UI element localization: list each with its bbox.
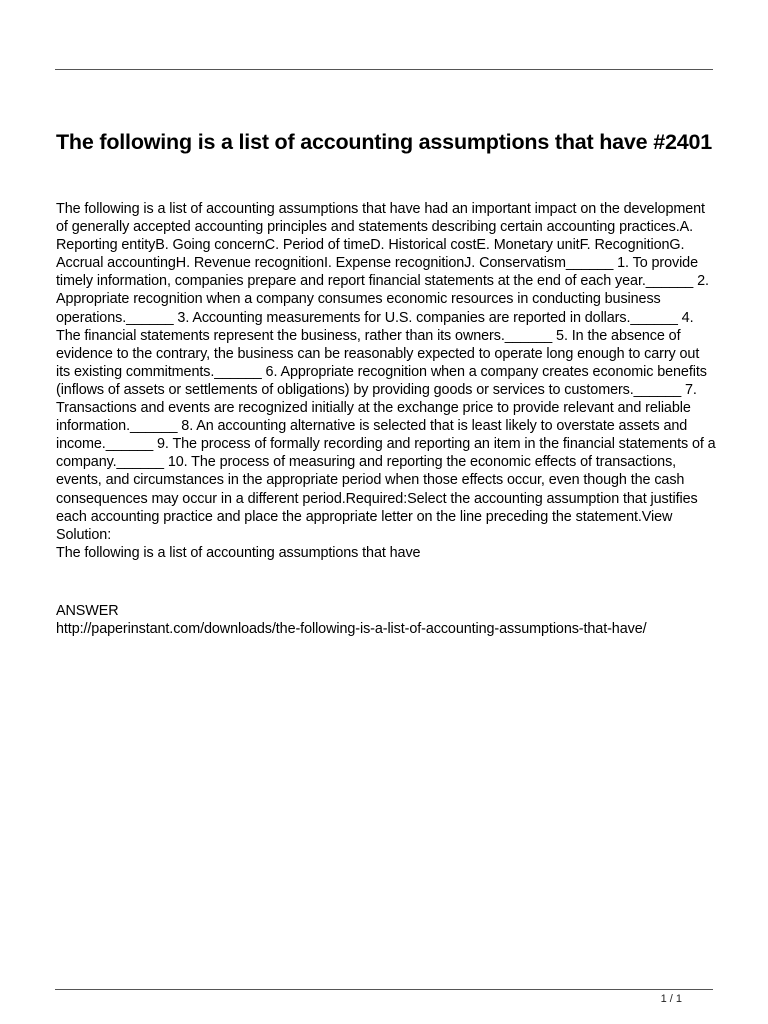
document-body [56,200,716,562]
top-divider [55,69,713,70]
answer-url-link[interactable]: http://paperinstant.com/downloads/the-following-is-a-list-of-accounting-assumptions-that-have/ [56,621,647,638]
body-paragraph: The following is a list of accounting assumptions that have had an important impact on the development of generally accepted accounting principles and statements describing certain accounting practices.A. Reporting entityB. Going concernC. Period of timeD. Historical costE. Monetary unitF. RecognitionG. Accrual accountingH. Revenue recognitionI. Expense recognitionJ. Conservatism______ 1. To provide timely information, companies prepare and report financial statements at the end of each year.______ 2. Appropriate recognition when a company consumes economic resources in conducting business operations.______ 3. Accounting measurements for U.S. companies are reported in dollars.______ 4. The financial statements represent the business, rather than its owners.______ 5. In the absence of evidence to the contrary, the business can be reasonably expected to operate long enough to carry out its existing commitments.______ 6. Appropriate recognition when a company creates economic benefits (inflows of assets or settlements of obligations) by providing goods or services to customers.______ 7. Transactions and events are recognized initially at the exchange price to provide relevant and reliable information.______ 8. An accounting alternative is selected that is least likely to overstate assets and income.______ 9. The process of formally recording and reporting an item in the financial statements of a company.______ 10. The process of measuring and reporting the economic effects of transactions, events, and circumstances in the appropriate period when those effects occur, even though the cash consequences may occur in a different period.Required:Select the accounting assumption that justifies each accounting practice and place the appropriate letter on the line preceding the statement.View Solution: [56,201,716,543]
bottom-divider [55,989,713,990]
page-number: 1 / 1 [660,993,682,1005]
document-title: The following is a list of accounting assumptions that have #2401 [55,130,713,154]
body-last-line: The following is a list of accounting assumptions that have [56,544,421,561]
answer-label: ANSWER [56,603,119,619]
answer-section [56,602,726,638]
